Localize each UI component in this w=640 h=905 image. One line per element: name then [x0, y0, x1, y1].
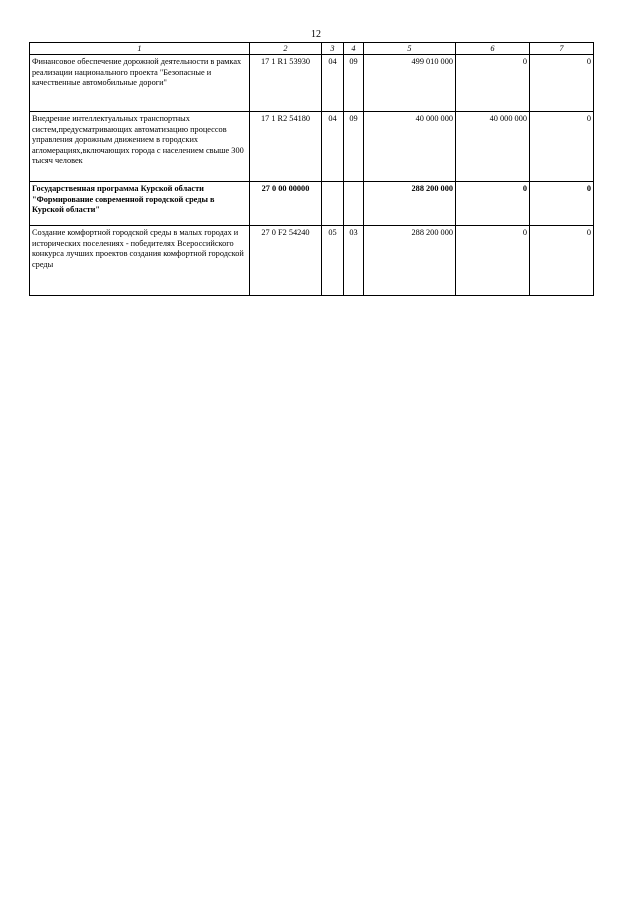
row-amount-3: 0: [530, 112, 594, 182]
row-amount-1: 288 200 000: [364, 226, 456, 296]
table-row: [30, 182, 594, 226]
header-cell-2: 2: [250, 43, 322, 55]
row-section: [322, 182, 344, 226]
row-subsection: [344, 182, 364, 226]
row-code: 17 1 R1 53930: [250, 55, 322, 112]
row-amount-2: 40 000 000: [456, 112, 530, 182]
row-section: 05: [322, 226, 344, 296]
row-amount-2: 0: [456, 182, 530, 226]
row-amount-1: 288 200 000: [364, 182, 456, 226]
header-cell-5: 5: [364, 43, 456, 55]
row-amount-3: 0: [530, 55, 594, 112]
table-row: [30, 112, 594, 182]
table-row: [30, 55, 594, 112]
row-subsection: 03: [344, 226, 364, 296]
header-cell-7: 7: [530, 43, 594, 55]
page-number: 12: [311, 29, 321, 40]
row-amount-1: 499 010 000: [364, 55, 456, 112]
row-name: Государственная программа Курской области "Формирование современной городской среды в Курской области": [30, 182, 250, 226]
row-name: Внедрение интеллектуальных транспортных систем,предусматривающих автоматизацию процессов управления дорожным движением в городских агломерациях,включающих города с населением свыше 300 тысяч человек: [30, 112, 250, 182]
table-row: [30, 226, 594, 296]
row-code: 17 1 R2 54180: [250, 112, 322, 182]
row-amount-3: 0: [530, 226, 594, 296]
row-section: 04: [322, 112, 344, 182]
row-amount-3: 0: [530, 182, 594, 226]
row-code: 27 0 F2 54240: [250, 226, 322, 296]
row-amount-2: 0: [456, 226, 530, 296]
header-cell-1: 1: [30, 43, 250, 55]
row-subsection: 09: [344, 55, 364, 112]
row-subsection: 09: [344, 112, 364, 182]
header-row: [30, 43, 594, 55]
budget-table: [29, 42, 594, 296]
header-cell-4: 4: [344, 43, 364, 55]
row-amount-1: 40 000 000: [364, 112, 456, 182]
row-code: 27 0 00 00000: [250, 182, 322, 226]
header-cell-6: 6: [456, 43, 530, 55]
row-name: Создание комфортной городской среды в малых городах и исторических поселениях - победителях Всероссийского конкурса лучших проектов создания комфортной городской среды: [30, 226, 250, 296]
row-amount-2: 0: [456, 55, 530, 112]
row-name: Финансовое обеспечение дорожной деятельности в рамках реализации национального проекта "Безопасные и качественные автомобильные дороги": [30, 55, 250, 112]
row-section: 04: [322, 55, 344, 112]
header-cell-3: 3: [322, 43, 344, 55]
